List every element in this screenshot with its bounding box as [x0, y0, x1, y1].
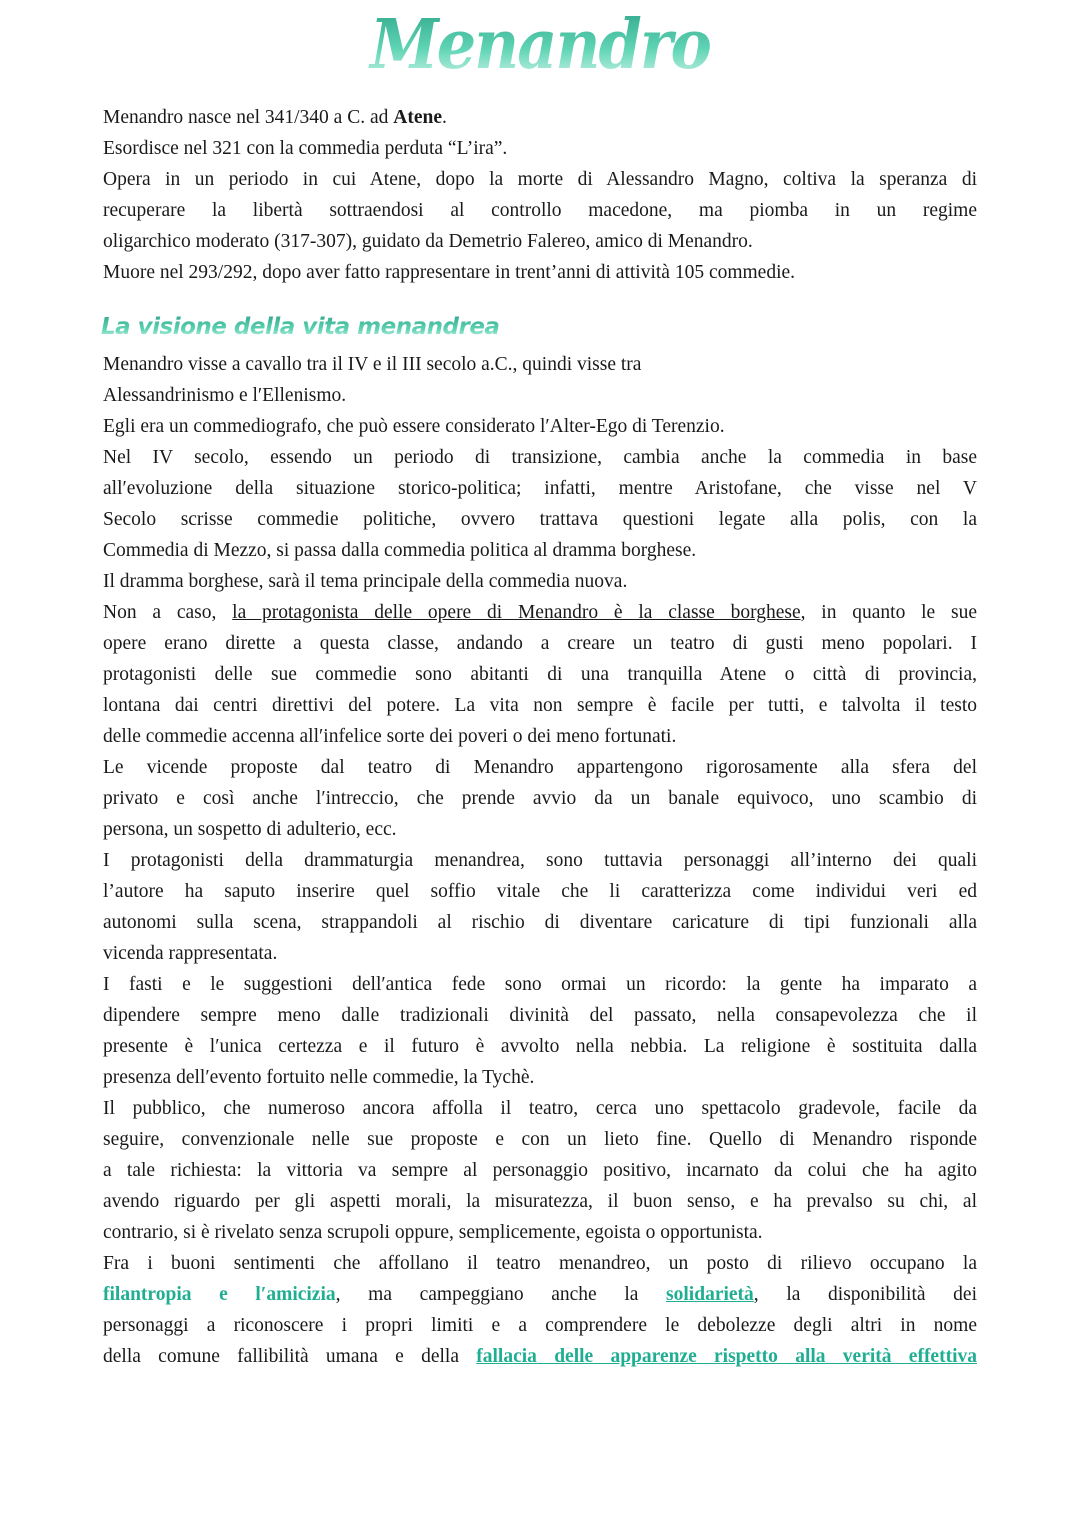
text-segment: Il dramma borghese, sarà il tema principale della commedia nuova. [103, 571, 628, 592]
highlighted-text: la protagonista delle opere di Menandro è la classe borghese [232, 602, 801, 623]
text-line [103, 380, 977, 411]
highlighted-text: filantropia e l′amicizia [103, 1284, 336, 1305]
text-line [103, 876, 977, 907]
text-line [103, 1093, 977, 1124]
text-line [103, 1124, 977, 1155]
text-line [103, 257, 977, 288]
text-line [103, 411, 977, 442]
text-segment: Le vicende proposte dal teatro di Menandro appartengono rigorosamente alla sfera del [103, 757, 977, 778]
text-segment: delle commedie accenna all′infelice sorte dei poveri o dei meno fortunati. [103, 726, 677, 747]
text-line [103, 659, 977, 690]
text-segment: l’autore ha saputo inserire quel soffio vitale che li caratterizza come individui veri ed [103, 881, 977, 902]
text-segment: privato e così anche l′intreccio, che prende avvio da un banale equivoco, uno scambio di [103, 788, 977, 809]
text-segment: recuperare la libertà sottraendosi al controllo macedone, ma piomba in un regime [103, 200, 977, 221]
intro-section [103, 102, 977, 288]
text-segment: oligarchico moderato (317-307), guidato da Demetrio Falereo, amico di Menandro. [103, 231, 753, 252]
text-segment: Alessandrinismo e l′Ellenismo. [103, 385, 347, 406]
text-line [103, 1248, 977, 1279]
text-segment: seguire, convenzionale nelle sue proposte e con un lieto fine. Quello di Menandro risponde [103, 1129, 977, 1150]
text-line [103, 535, 977, 566]
text-segment: della comune fallibilità umana e della [103, 1346, 477, 1367]
text-line [103, 473, 977, 504]
text-segment: Esordisce nel 321 con la commedia perduta “L’ira”. [103, 138, 508, 159]
text-line [103, 938, 977, 969]
text-segment: all′evoluzione della situazione storico-politica; infatti, mentre Aristofane, che visse nel V [103, 478, 977, 499]
bold-text: Atene [393, 107, 442, 128]
text-segment: , in quanto le sue [800, 602, 977, 623]
text-line [103, 752, 977, 783]
text-segment: , ma campeggiano anche la [335, 1284, 667, 1305]
section-heading: La visione della vita menandrea [101, 314, 500, 340]
text-line [103, 442, 977, 473]
text-line [103, 597, 977, 628]
text-line [103, 814, 977, 845]
text-line [103, 1000, 977, 1031]
text-line [103, 628, 977, 659]
text-segment: dipendere sempre meno dalle tradizionali divinità del passato, nella consapevolezza che il [103, 1005, 977, 1026]
text-line [103, 721, 977, 752]
text-line [103, 1031, 977, 1062]
text-segment: a tale richiesta: la vittoria va sempre al personaggio positivo, incarnato da colui che ha agito [103, 1160, 977, 1181]
text-line [103, 133, 977, 164]
text-line [103, 504, 977, 535]
text-line [103, 1341, 977, 1372]
text-segment: protagonisti delle sue commedie sono abitanti di una tranquilla Atene o città di provincia, [103, 664, 977, 685]
text-segment: opere erano dirette a questa classe, andando a creare un teatro di gusti meno popolari. I [103, 633, 977, 654]
text-segment: . [442, 107, 447, 128]
text-segment: autonomi sulla scena, strappandoli al rischio di diventare caricature di tipi funzionali alla [103, 912, 977, 933]
text-segment: persona, un sospetto di adulterio, ecc. [103, 819, 397, 840]
text-segment: vicenda rappresentata. [103, 943, 278, 964]
text-line [103, 1186, 977, 1217]
text-line [103, 164, 977, 195]
text-line [103, 102, 977, 133]
highlighted-text: solidarietà [666, 1284, 754, 1305]
text-segment: presente è l′unica certezza e il futuro è avvolto nella nebbia. La religione è sostituita dalla [103, 1036, 977, 1057]
text-segment: Il pubblico, che numeroso ancora affolla il teatro, cerca uno spettacolo gradevole, facile da [103, 1098, 977, 1119]
text-segment: Muore nel 293/292, dopo aver fatto rappresentare in trent’anni di attività 105 commedie. [103, 262, 796, 283]
text-segment: Commedia di Mezzo, si passa dalla commedia politica al dramma borghese. [103, 540, 697, 561]
text-line [103, 1279, 977, 1310]
text-segment: Non a caso, [103, 602, 233, 623]
text-segment: , la disponibilità dei [753, 1284, 977, 1305]
text-segment: Secolo scrisse commedie politiche, ovvero trattava questioni legate alla polis, con la [103, 509, 977, 530]
text-line [103, 1310, 977, 1341]
text-line [103, 226, 977, 257]
text-line [103, 907, 977, 938]
text-line [103, 1155, 977, 1186]
text-segment: Opera in un periodo in cui Atene, dopo la morte di Alessandro Magno, coltiva la speranza di [103, 169, 977, 190]
body-section [103, 349, 977, 1372]
text-segment: Egli era un commediografo, che può essere considerato l′Alter-Ego di Terenzio. [103, 416, 725, 437]
text-line [103, 690, 977, 721]
text-line [103, 783, 977, 814]
text-line [103, 195, 977, 226]
text-segment: Menandro nasce nel 341/340 a C. ad [103, 107, 394, 128]
text-segment: lontana dai centri direttivi del potere. La vita non sempre è facile per tutti, e talvolta il testo [103, 695, 977, 716]
text-segment: contrario, si è rivelato senza scrupoli oppure, semplicemente, egoista o opportunista. [103, 1222, 763, 1243]
text-segment: Menandro visse a cavallo tra il IV e il III secolo a.C., quindi visse tra [103, 354, 642, 375]
text-segment: Nel IV secolo, essendo un periodo di transizione, cambia anche la commedia in base [103, 447, 977, 468]
text-line [103, 845, 977, 876]
text-line [103, 1062, 977, 1093]
page-title: Menandro [0, 4, 1080, 84]
text-line [103, 1217, 977, 1248]
highlighted-text: fallacia delle apparenze rispetto alla verità effettiva [476, 1346, 977, 1367]
text-segment: presenza dell′evento fortuito nelle commedie, la Tychè. [103, 1067, 535, 1088]
text-segment: I fasti e le suggestioni dell′antica fede sono ormai un ricordo: la gente ha imparato a [103, 974, 977, 995]
text-line [103, 566, 977, 597]
text-segment: Fra i buoni sentimenti che affollano il teatro menandreo, un posto di rilievo occupano la [103, 1253, 977, 1274]
text-line [103, 349, 977, 380]
text-line [103, 969, 977, 1000]
text-segment: I protagonisti della drammaturgia menandrea, sono tuttavia personaggi all’interno dei quali [103, 850, 977, 871]
text-segment: personaggi a riconoscere i propri limiti e a comprendere le debolezze degli altri in nome [103, 1315, 977, 1336]
text-segment: avendo riguardo per gli aspetti morali, la misuratezza, il buon senso, e ha prevalso su chi, al [103, 1191, 977, 1212]
